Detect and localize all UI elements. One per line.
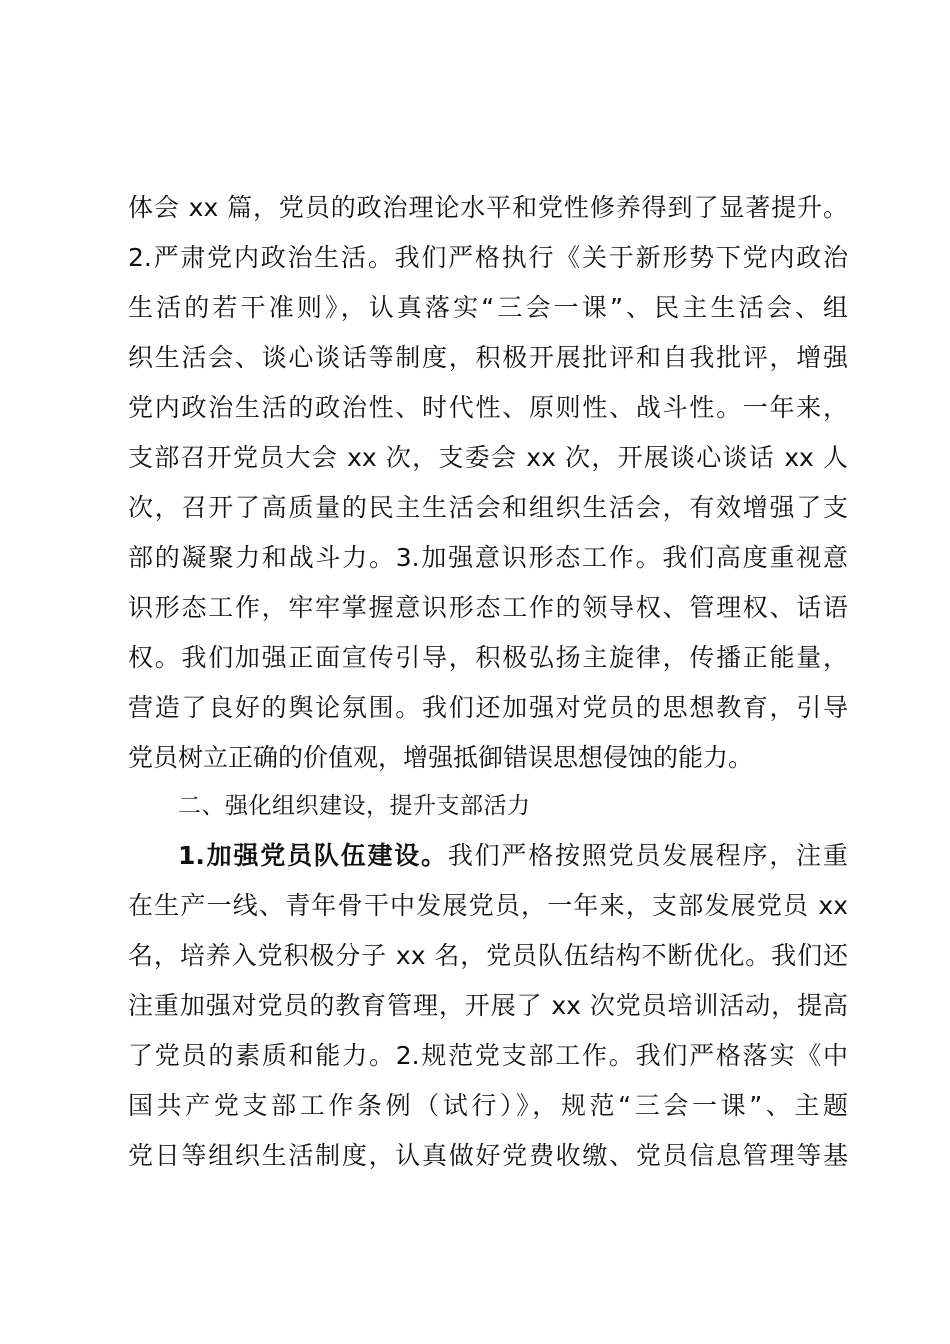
body-text-line: 织生活会、谈心谈话等制度，积极开展批评和自我批评，增强 xyxy=(128,343,848,372)
body-text-line: 名，培养入党积极分子 xx 名，党员队伍结构不断优化。我们还 xyxy=(128,941,848,970)
body-text-line: 体会 xx 篇，党员的政治理论水平和党性修养得到了显著提升。 xyxy=(128,193,848,222)
body-text-line: 党日等组织生活制度，认真做好党费收缴、党员信息管理等基 xyxy=(128,1141,848,1170)
paragraph-lead-bold: 1.加强党员队伍建设。 xyxy=(178,841,448,870)
body-text-line: 党员树立正确的价值观，增强抵御错误思想侵蚀的能力。 xyxy=(128,743,754,772)
body-text-line: 在生产一线、青年骨干中发展党员，一年来，支部发展党员 xx xyxy=(128,891,848,920)
body-text-line: 营造了良好的舆论氛围。我们还加强对党员的思想教育，引导 xyxy=(128,693,848,722)
body-text-line: 了党员的素质和能力。2.规范党支部工作。我们严格落实《中 xyxy=(128,1041,848,1070)
paragraph-lead-rest: 我们严格按照党员发展程序，注重 xyxy=(447,841,848,870)
body-text-line: 注重加强对党员的教育管理，开展了 xx 次党员培训活动，提高 xyxy=(128,991,848,1020)
body-text-line: 次，召开了高质量的民主生活会和组织生活会，有效增强了支 xyxy=(128,493,848,522)
section-heading: 二、强化组织建设，提升支部活力 xyxy=(178,793,531,819)
body-text-line: 国共产党支部工作条例（试行）》，规范“三会一课”、主题 xyxy=(128,1091,848,1120)
body-text-line: 权。我们加强正面宣传引导，积极弘扬主旋律，传播正能量， xyxy=(128,643,848,672)
body-text-line: 生活的若干准则》，认真落实“三会一课”、民主生活会、组 xyxy=(128,293,848,322)
paragraph-first-line xyxy=(178,836,848,876)
body-text-line: 2.严肃党内政治生活。我们严格执行《关于新形势下党内政治 xyxy=(128,243,848,272)
body-text-line: 识形态工作，牢牢掌握意识形态工作的领导权、管理权、话语 xyxy=(128,593,848,622)
body-text-line: 党内政治生活的政治性、时代性、原则性、战斗性。一年来， xyxy=(128,393,848,422)
body-text-line: 部的凝聚力和战斗力。3.加强意识形态工作。我们高度重视意 xyxy=(128,543,848,572)
body-text-line: 支部召开党员大会 xx 次，支委会 xx 次，开展谈心谈话 xx 人 xyxy=(128,443,848,472)
